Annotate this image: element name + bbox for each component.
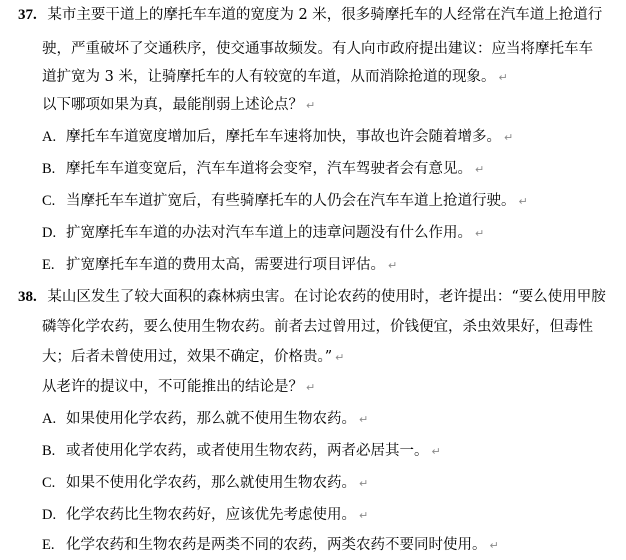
option-text: 化学农药比生物农药好，应该优先考虑使用。 [66, 507, 356, 523]
option-text: 当摩托车车道扩宽后，有些骑摩托车的人仍会在汽车车道上抢道行驶。 [66, 193, 516, 209]
option-letter: A. [42, 411, 57, 427]
option-text: 化学农药和生物农药是两类不同的农药，两类农药不要同时使用。 [66, 537, 487, 553]
option-letter: C. [42, 475, 56, 491]
stem-text: 磷等化学农药，要么使用生物农药。前者去过曾用过，价钱便宜，杀虫效果好，但毒性 [42, 319, 593, 335]
stem-text: 某山区发生了较大面积的森林病虫害。在讨论农药的使用时，老许提出：“要么使用甲胺 [47, 289, 606, 305]
option-text: 扩宽摩托车车道的办法对汽车车道上的违章问题没有什么作用。 [66, 225, 472, 241]
paragraph-mark: ↵ [504, 131, 514, 144]
prompt-text: 从老许的提议中，不可能推出的结论是？ [42, 379, 303, 395]
option-38-e [0, 536, 626, 554]
question-37-stem-line-3 [42, 68, 508, 86]
paragraph-mark: ↵ [475, 227, 485, 240]
option-38-c [0, 474, 626, 492]
option-38-d [0, 506, 626, 524]
paragraph-mark: ↵ [359, 413, 369, 426]
option-38-b [0, 442, 626, 460]
paragraph-mark: ↵ [518, 195, 528, 208]
paragraph-mark: ↵ [388, 259, 398, 272]
option-letter: E. [42, 257, 55, 273]
paragraph-mark: ↵ [306, 99, 316, 112]
stem-text: 大；后者未曾使用过，效果不确定，价格贵。” [42, 349, 333, 365]
paragraph-mark: ↵ [489, 539, 499, 552]
option-37-b [0, 160, 626, 178]
option-letter: B. [42, 443, 56, 459]
prompt-text: 以下哪项如果为真，最能削弱上述论点？ [42, 97, 303, 113]
question-37-stem-line-1 [18, 6, 602, 24]
option-letter: D. [42, 507, 57, 523]
option-text: 摩托车车道变宽后，汽车车道将会变窄，汽车驾驶者会有意见。 [66, 161, 472, 177]
paragraph-mark: ↵ [359, 477, 369, 490]
question-number: 37. [18, 7, 37, 23]
question-38-stem-line-1 [18, 288, 606, 306]
paragraph-mark: ↵ [306, 381, 316, 394]
option-37-a [0, 128, 626, 146]
option-text: 如果使用化学农药，那么就不使用生物农药。 [66, 411, 356, 427]
option-text: 扩宽摩托车车道的费用太高，需要进行项目评估。 [66, 257, 385, 273]
question-37-prompt [42, 96, 315, 114]
option-letter: E. [42, 537, 55, 553]
option-37-d [0, 224, 626, 242]
question-38-stem-line-2 [42, 318, 593, 336]
paragraph-mark: ↵ [498, 71, 508, 84]
option-37-e [0, 256, 626, 274]
paragraph-mark: ↵ [359, 509, 369, 522]
option-text: 如果不使用化学农药，那么就使用生物农药。 [66, 475, 356, 491]
stem-text: 某市主要干道上的摩托车车道的宽度为 2 米，很多骑摩托车的人经常在汽车道上抢道行 [47, 7, 603, 23]
stem-text: 驶，严重破坏了交通秩序，使交通事故频发。有人向市政府提出建议：应当将摩托车车 [42, 41, 593, 57]
option-text: 摩托车车道宽度增加后，摩托车车速将加快，事故也许会随着增多。 [66, 129, 501, 145]
question-38-stem-line-3 [42, 348, 344, 366]
paragraph-mark: ↵ [475, 163, 485, 176]
option-38-a [0, 410, 626, 428]
option-letter: C. [42, 193, 56, 209]
option-text: 或者使用化学农药，或者使用生物农药，两者必居其一。 [66, 443, 429, 459]
paragraph-mark: ↵ [335, 351, 345, 364]
option-letter: A. [42, 129, 57, 145]
question-38-prompt [42, 378, 315, 396]
question-37-stem-line-2 [42, 40, 593, 58]
option-letter: B. [42, 161, 56, 177]
stem-text: 道扩宽为 3 米，让骑摩托车的人有较宽的车道，从而消除抢道的现象。 [42, 69, 496, 85]
question-number: 38. [18, 289, 37, 305]
option-letter: D. [42, 225, 57, 241]
option-37-c [0, 192, 626, 210]
paragraph-mark: ↵ [431, 445, 441, 458]
